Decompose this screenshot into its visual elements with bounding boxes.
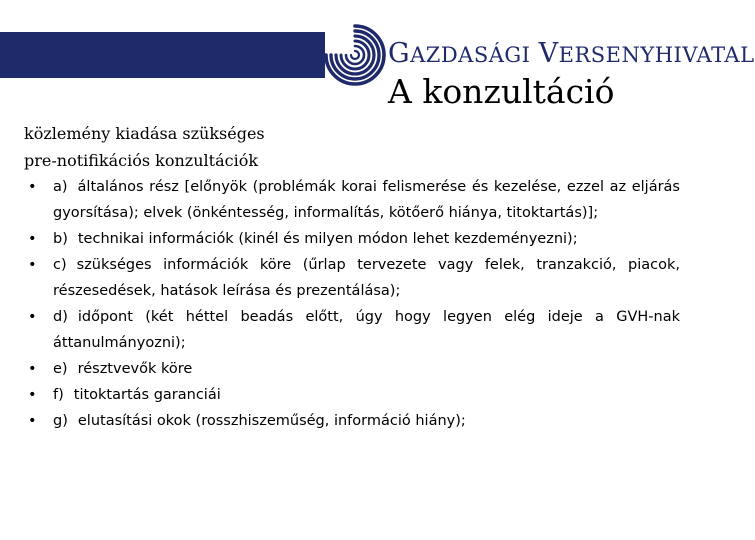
bullet-icon: • — [28, 387, 37, 403]
list-item — [24, 304, 680, 356]
list-item — [24, 252, 680, 304]
list-item — [24, 382, 680, 408]
item-letter: a) — [53, 179, 68, 195]
logo-word-1: GAZDASÁGI — [388, 38, 531, 69]
item-letter: e) — [53, 361, 68, 377]
item-letter: f) — [53, 387, 64, 403]
bullet-icon: • — [28, 413, 37, 429]
bullet-icon: • — [28, 309, 37, 325]
intro-line: pre-notifikációs konzultációk — [24, 151, 259, 170]
item-text: időpont (két héttel beadás előtt, úgy hogy legyen elég ideje a GVH-nak áttanulmányozni); — [53, 309, 680, 351]
item-letter: b) — [53, 231, 68, 247]
list-item — [24, 226, 680, 252]
list-item — [24, 356, 680, 382]
page-title: A konzultáció — [388, 72, 615, 111]
logo-swirl-icon — [322, 22, 388, 88]
item-text: általános rész [előnyök (problémák korai felismerése és kezelése, ezzel az eljárás gyorsítása); elvek (önkéntesség, informalítás, kötőerő hiánya, titoktartás)]; — [53, 179, 680, 221]
intro-line: közlemény kiadása szükséges — [24, 124, 265, 143]
item-letter: d) — [53, 309, 68, 325]
logo-word-2: VERSENYHIVATAL — [538, 38, 755, 69]
bullet-icon: • — [28, 231, 37, 247]
item-text: titoktartás garanciái — [73, 387, 221, 403]
bullet-list — [24, 174, 680, 434]
item-letter: g) — [53, 413, 68, 429]
header-bar — [0, 32, 325, 78]
bullet-icon: • — [28, 179, 37, 195]
item-text: résztvevők köre — [77, 361, 193, 377]
item-text: technikai információk (kinél és milyen módon lehet kezdeményezni); — [77, 231, 578, 247]
slide-content — [24, 120, 680, 434]
bullet-icon: • — [28, 257, 37, 273]
item-text: szükséges információk köre (űrlap tervezete vagy felek, tranzakció, piacok, részesedések, hatások leírása és prezentálása); — [53, 257, 680, 299]
item-letter: c) — [53, 257, 67, 273]
bullet-icon: • — [28, 361, 37, 377]
item-text: elutasítási okok (rosszhiszeműség, információ hiány); — [77, 413, 466, 429]
list-item — [24, 408, 680, 434]
logo-wordmark — [388, 38, 755, 69]
list-item — [24, 174, 680, 226]
